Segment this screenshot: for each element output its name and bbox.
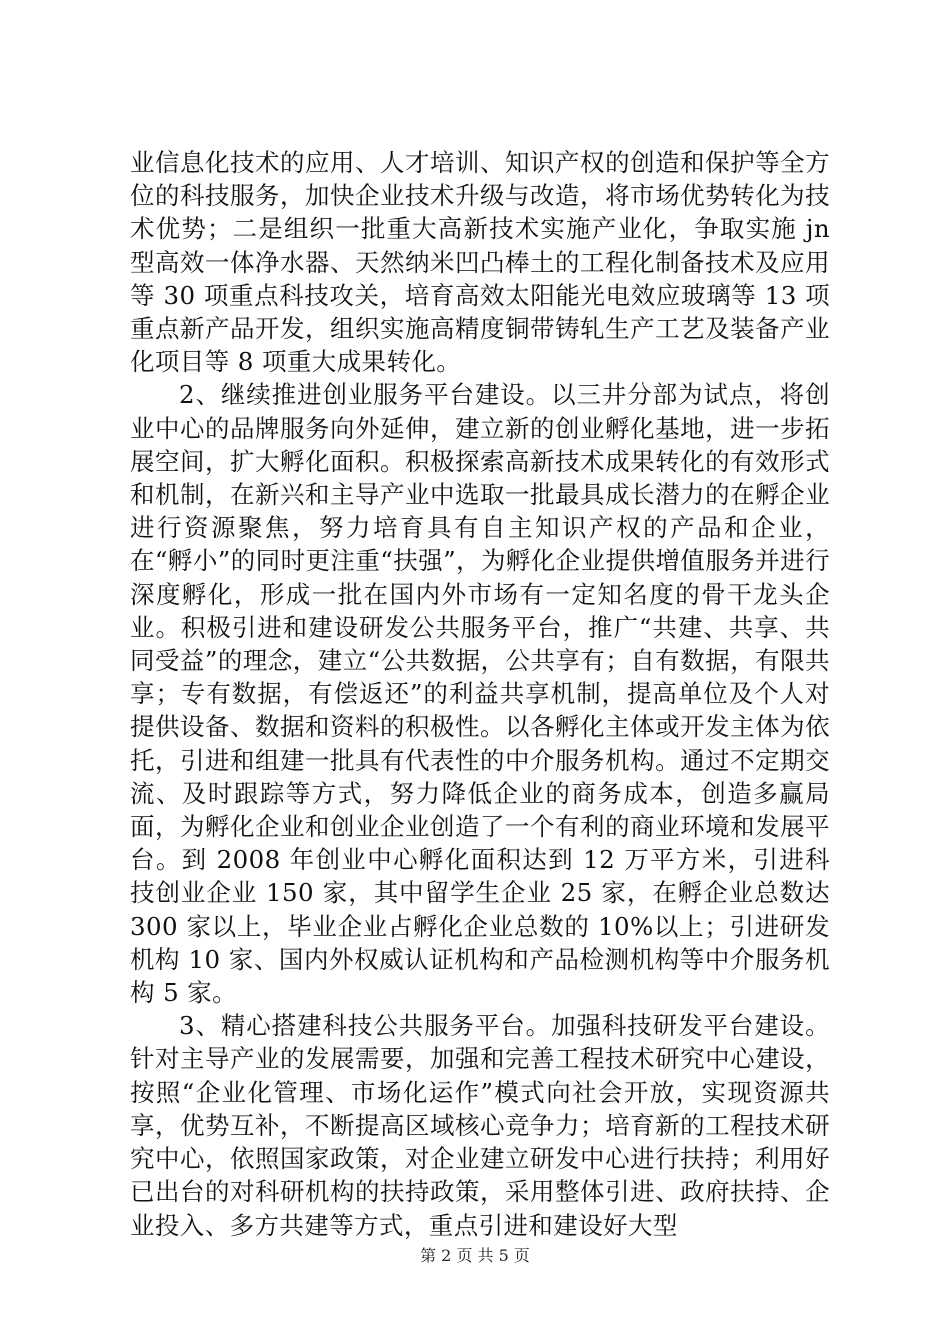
page-number-footer: 第 2 页 共 5 页 [420, 1246, 530, 1265]
paragraph-item-2: 2、继续推进创业服务平台建设。以三井分部为试点，将创业中心的品牌服务向外延伸，建立新的创业孵化基地，进一步拓展空间，扩大孵化面积。积极探索高新技术成果转化的有效形式和机制，在新兴和主导产业中选取一批最具成长潜力的在孵企业进行资源聚焦，努力培育具有自主知识产权的产品和企业，在“孵小”的同时更注重“扶强”，为孵化企业提供增值服务并进行深度孵化，形成一批在国内外市场有一定知名度的骨干龙头企业。积极引进和建设研发公共服务平台，推广“共建、共享、共同受益”的理念，建立“公共数据，公共享有；自有数据，有限共享；专有数据，有偿返还”的利益共享机制，提高单位及个人对提供设备、数据和资料的积极性。以各孵化主体或开发主体为依托，引进和组建一批具有代表性的中介服务机构。通过不定期交流、及时跟踪等方式，努力降低企业的商务成本，创造多赢局面，为孵化企业和创业企业创造了一个有利的商业环境和发展平台。到 2008 年创业中心孵化面积达到 12 万平方米，引进科技创业企业 150 家，其中留学生企业 25 家，在孵企业总数达 300 家以上，毕业企业占孵化企业总数的 10%以上；引进研发机构 10 家、国内外权威认证机构和产品检测机构等中介服务机构 5 家。 [130, 380, 830, 1008]
paragraph-continued: 业信息化技术的应用、人才培训、知识产权的创造和保护等全方位的科技服务，加快企业技术升级与改造，将市场优势转化为技术优势；二是组织一批重大高新技术实施产业化，争取实施 jn 型高效一体净水器、天然纳米凹凸棒土的工程化制备技术及应用等 30 项重点科技攻关，培育高效太阳能光电效应玻璃等 13 项重点新产品开发，组织实施高精度铜带铸轧生产工艺及装备产业化项目等 8 项重大成果转化。 [130, 148, 830, 377]
paragraph-item-3: 3、精心搭建科技公共服务平台。加强科技研发平台建设。针对主导产业的发展需要，加强和完善工程技术研究中心建设，按照“企业化管理、市场化运作”模式向社会开放，实现资源共享，优势互补，不断提高区域核心竞争力；培育新的工程技术研究中心，依照国家政策，对企业建立研发中心进行扶持；利用好已出台的对科研机构的扶持政策，采用整体引进、政府扶持、企业投入、多方共建等方式，重点引进和建设好大型 [130, 1011, 830, 1240]
document-body [130, 146, 830, 1242]
